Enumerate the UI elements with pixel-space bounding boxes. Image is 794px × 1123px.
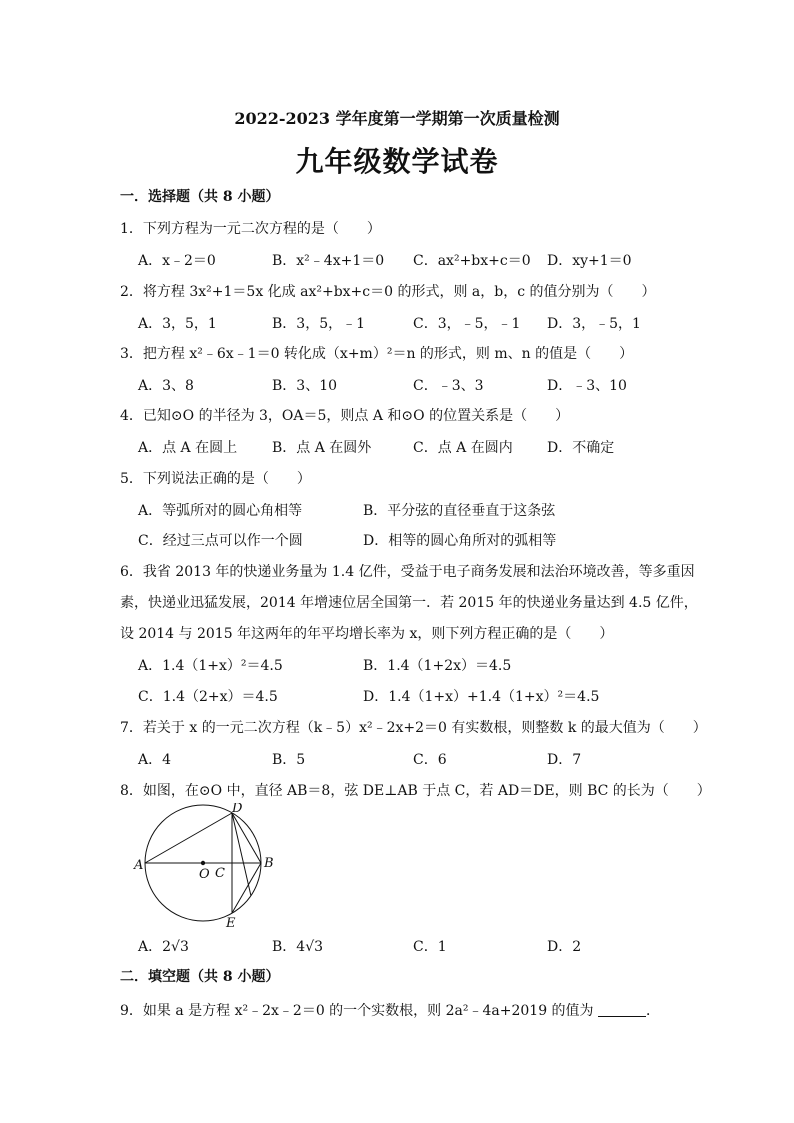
question-stem: 8．如图，在⊙O 中，直径 AB＝8，弦 DE⊥AB 于点 C，若 AD＝DE，则 BC 的长为（ ） [120, 783, 711, 799]
option-c: C．6 [413, 752, 447, 768]
option-a: A．等弧所对的圆心角相等 [138, 503, 303, 519]
section-heading: 一．选择题（共 8 小题） [120, 189, 280, 205]
label-e: E [226, 916, 236, 931]
section-heading: 二．填空题（共 8 小题） [120, 969, 280, 985]
label-o: O [199, 867, 210, 882]
question-stem: 4．已知⊙O 的半径为 3，OA＝5，则点 A 和⊙O 的位置关系是（ ） [120, 408, 570, 424]
question-stem: 5．下列说法正确的是（ ） [120, 471, 311, 487]
option-b: B．5 [272, 752, 306, 768]
option-c: C．1.4（2+x）＝4.5 [138, 689, 278, 705]
option-a: A．点 A 在圆上 [138, 440, 238, 456]
answer-blank [598, 1004, 646, 1017]
option-c: C．经过三点可以作一个圆 [138, 533, 303, 549]
segment-ad [145, 813, 232, 863]
option-c: C．1 [413, 939, 447, 955]
option-b: B．4√3 [272, 939, 324, 955]
option-a: A．3，5，1 [138, 316, 217, 332]
option-c: C．ax²+bx+c＝0 [413, 253, 531, 269]
option-c: C．3，﹣5，﹣1 [413, 316, 521, 332]
option-d: D．xy+1＝0 [547, 253, 632, 269]
option-b: B．点 A 在圆外 [272, 440, 372, 456]
question-end: ． [646, 1003, 661, 1019]
option-d: D．不确定 [547, 440, 615, 456]
option-b: B．x²﹣4x+1＝0 [272, 253, 385, 269]
exam-title: 九年级数学试卷 [295, 145, 499, 178]
circle-figure [130, 803, 280, 933]
option-d: D．﹣3、10 [547, 378, 627, 394]
exam-subtitle: 2022-2023 学年度第一学期第一次质量检测 [234, 109, 560, 128]
option-a: A．2√3 [138, 939, 189, 955]
question-stem-line: 设 2014 与 2015 年这两年的年平均增长率为 x，则下列方程正确的是（ ） [120, 626, 614, 642]
option-d: D．1.4（1+x）+1.4（1+x）²＝4.5 [363, 689, 600, 705]
label-c: C [215, 866, 225, 881]
question-stem-line: 素，快递业迅猛发展，2014 年增速位居全国第一．若 2015 年的快递业务量达到 4.5 亿件， [120, 595, 698, 611]
option-c: C．﹣3、3 [413, 378, 484, 394]
option-a: A．1.4（1+x）²＝4.5 [138, 658, 283, 674]
option-a: A．x﹣2＝0 [138, 253, 216, 269]
option-c: C．点 A 在圆内 [413, 440, 513, 456]
option-b: B．1.4（1+2x）＝4.5 [363, 658, 512, 674]
option-b: B．平分弦的直径垂直于这条弦 [363, 503, 556, 519]
option-d: D．相等的圆心角所对的弧相等 [363, 533, 557, 549]
option-b: B．3、10 [272, 378, 338, 394]
question-stem [120, 1000, 660, 1020]
option-a: A．3、8 [138, 378, 194, 394]
label-d: D [232, 803, 243, 816]
option-b: B．3，5，﹣1 [272, 316, 366, 332]
question-stem: 1．下列方程为一元二次方程的是（ ） [120, 221, 381, 237]
option-d: D．3，﹣5，1 [547, 316, 641, 332]
segment-be [232, 863, 261, 913]
question-stem-line: 6．我省 2013 年的快递业务量为 1.4 亿件，受益于电子商务发展和法治环境改善，等多重因 [120, 564, 695, 580]
question-text: 9．如果 a 是方程 x²﹣2x﹣2＝0 的一个实数根，则 2a²﹣4a+2019 的值为 [120, 1003, 594, 1019]
label-b: B [264, 856, 274, 871]
question-stem: 2．将方程 3x²+1＝5x 化成 ax²+bx+c＝0 的形式，则 a，b，c 的值分别为（ ） [120, 284, 656, 300]
segment-db [232, 813, 261, 863]
center-point [201, 861, 205, 865]
option-d: D．7 [547, 752, 582, 768]
option-a: A．4 [138, 752, 172, 768]
question-stem: 7．若关于 x 的一元二次方程（k﹣5）x²﹣2x+2＝0 有实数根，则整数 k 的最大值为（ ） [120, 720, 707, 736]
segment-d-arc [232, 813, 251, 896]
question-stem: 3．把方程 x²﹣6x﹣1＝0 转化成（x+m）²＝n 的形式，则 m、n 的值是（ ） [120, 346, 634, 362]
option-d: D．2 [547, 939, 582, 955]
label-a: A [134, 858, 144, 873]
